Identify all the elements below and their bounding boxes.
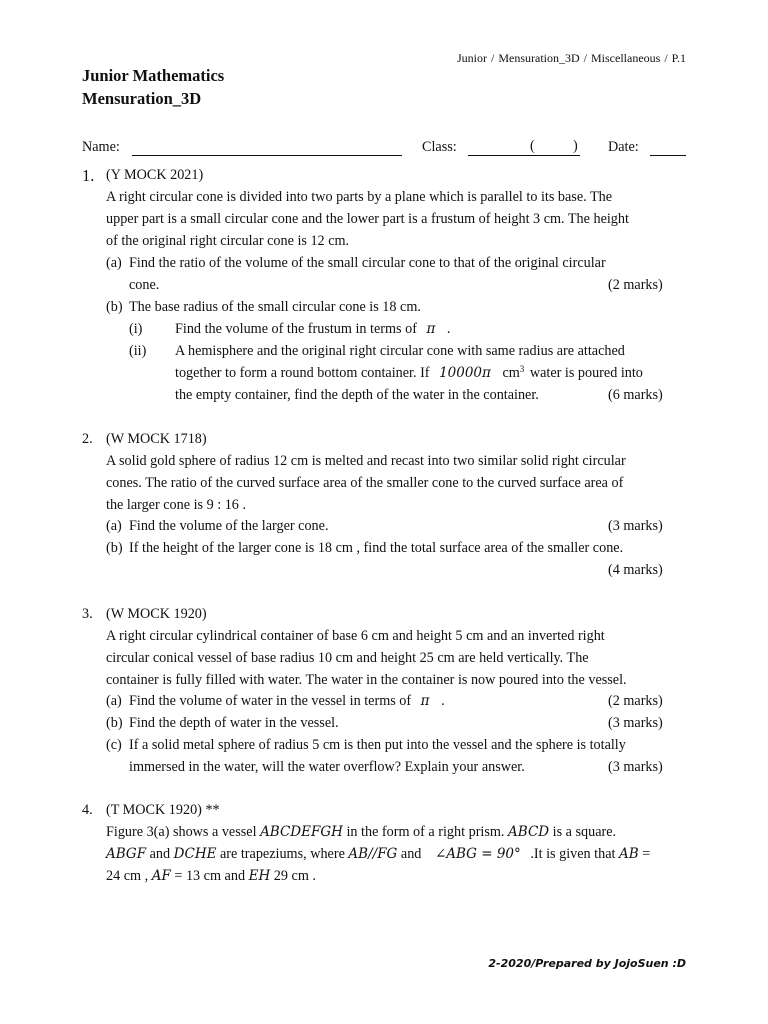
- math-ab: AB: [619, 846, 639, 862]
- subpart-text-main: together to form a round bottom container. If: [175, 365, 430, 381]
- question-body-line: upper part is a small circular cone and the lower part is a frustum of height 3 cm. The height: [106, 211, 629, 227]
- text: and: [400, 846, 422, 862]
- math-trapezium-2: DCHE: [173, 846, 217, 862]
- text: Figure 3(a) shows a vessel: [106, 824, 257, 840]
- text: .It is given that: [530, 846, 616, 862]
- text: = 13 cm and: [174, 868, 246, 884]
- part-text: The base radius of the small circular cone is 18 cm.: [129, 299, 421, 315]
- part-label: (b): [106, 299, 123, 315]
- question-body-line: A solid gold sphere of radius 12 cm is melted and recast into two similar solid right circular: [106, 453, 626, 469]
- doc-title: Junior Mathematics: [82, 66, 225, 85]
- part-label: (b): [106, 715, 123, 731]
- text: 24 cm ,: [106, 868, 149, 884]
- text: =: [642, 846, 651, 862]
- question-source: (W MOCK 1718): [106, 431, 207, 447]
- question-body-line: the larger cone is 9 : 16 .: [106, 497, 246, 513]
- question-number: 1.: [82, 166, 95, 185]
- question-number: 2.: [82, 431, 93, 447]
- question-body-line: cones. The ratio of the curved surface area of the smaller cone to the curved surface area of: [106, 475, 624, 491]
- name-field[interactable]: [132, 155, 402, 156]
- unit: cm: [502, 365, 520, 381]
- part-label: (c): [106, 737, 122, 753]
- class-label: Class:: [422, 139, 457, 155]
- marks: (2 marks): [608, 693, 663, 709]
- marks: (3 marks): [608, 759, 663, 775]
- math-parallel: AB//FG: [348, 846, 398, 862]
- period: .: [446, 321, 451, 337]
- class-field[interactable]: [468, 155, 580, 156]
- part-text: Find the depth of water in the vessel.: [129, 715, 339, 731]
- part-text: If a solid metal sphere of radius 5 cm is then put into the vessel and the sphere is totally: [129, 737, 626, 753]
- text: in the form of a right prism.: [346, 824, 505, 840]
- subpart-label: (ii): [129, 343, 147, 359]
- math-vessel: ABCDEFGH: [260, 824, 343, 840]
- question-number: 4.: [82, 802, 93, 818]
- question-body-line: [106, 846, 650, 863]
- part-label: (a): [106, 693, 122, 709]
- math-af: AF: [151, 868, 171, 884]
- marks: (3 marks): [608, 518, 663, 534]
- subpart-text: [175, 365, 643, 382]
- volume-expression: 10000π: [439, 365, 491, 381]
- question-body-line: of the original right circular cone is 12 cm.: [106, 233, 350, 249]
- math-eh: EH: [248, 868, 271, 884]
- subpart-label: (i): [129, 321, 143, 337]
- text: are trapeziums, where: [220, 846, 345, 862]
- unit-exponent: 3: [519, 364, 525, 374]
- part-text: immersed in the water, will the water overflow? Explain your answer.: [129, 759, 525, 775]
- part-label: (a): [106, 518, 122, 534]
- footer-credit: 2-2020/Prepared by JojoSuen :D: [488, 957, 686, 970]
- part-text-main: Find the volume of water in the vessel in terms of: [129, 693, 412, 709]
- pi-symbol: π: [420, 693, 430, 709]
- question-body-line: A right circular cylindrical container of base 6 cm and height 5 cm and an inverted right: [106, 628, 605, 644]
- part-label: (b): [106, 540, 123, 556]
- part-label: (a): [106, 255, 122, 271]
- question-body-line: [106, 824, 616, 841]
- period: .: [441, 693, 445, 709]
- math-angle: ∠ABG = 90°: [434, 846, 521, 862]
- question-source: (W MOCK 1920): [106, 606, 207, 622]
- question-body-line: A right circular cone is divided into two parts by a plane which is parallel to its base. The: [106, 189, 613, 205]
- part-text: Find the volume of the larger cone.: [129, 518, 329, 534]
- text: 29 cm .: [273, 868, 316, 884]
- part-text: cone.: [129, 277, 160, 293]
- date-field[interactable]: [650, 155, 686, 156]
- text: and: [149, 846, 171, 862]
- name-label: Name:: [82, 139, 120, 155]
- subpart-text-main: Find the volume of the frustum in terms of: [175, 321, 417, 337]
- breadcrumb: Junior / Mensuration_3D / Miscellaneous / P.1: [457, 51, 686, 65]
- question-body-line: container is fully filled with water. The water in the container is now poured into the vessel.: [106, 672, 627, 688]
- subpart-text-main: water is poured into: [529, 365, 643, 381]
- doc-subtitle: Mensuration_3D: [82, 89, 202, 108]
- subpart-text: the empty container, find the depth of the water in the container.: [175, 387, 539, 403]
- marks: (3 marks): [608, 715, 663, 731]
- text: is a square.: [552, 824, 617, 840]
- math-trapezium-1: ABGF: [106, 846, 147, 862]
- subpart-text: [175, 321, 450, 338]
- question-body-line: circular conical vessel of base radius 10 cm and height 25 cm are held vertically. The: [106, 650, 589, 666]
- subpart-text: A hemisphere and the original right circular cone with same radius are attached: [175, 343, 625, 359]
- math-square: ABCD: [508, 824, 550, 840]
- question-source: (T MOCK 1920) **: [106, 802, 220, 818]
- question-number: 3.: [82, 606, 93, 622]
- marks: (4 marks): [608, 562, 663, 578]
- date-label: Date:: [608, 139, 639, 155]
- class-no-open: (: [530, 138, 535, 154]
- question-body-line: [106, 868, 316, 885]
- part-text: Find the ratio of the volume of the small circular cone to that of the original circular: [129, 255, 606, 271]
- part-text: [129, 693, 445, 710]
- question-source: (Y MOCK 2021): [106, 167, 204, 183]
- pi-symbol: π: [426, 321, 436, 337]
- class-no-close: ): [573, 138, 578, 154]
- marks: (6 marks): [608, 387, 663, 403]
- part-text: If the height of the larger cone is 18 cm , find the total surface area of the smaller cone.: [129, 540, 624, 556]
- marks: (2 marks): [608, 277, 663, 293]
